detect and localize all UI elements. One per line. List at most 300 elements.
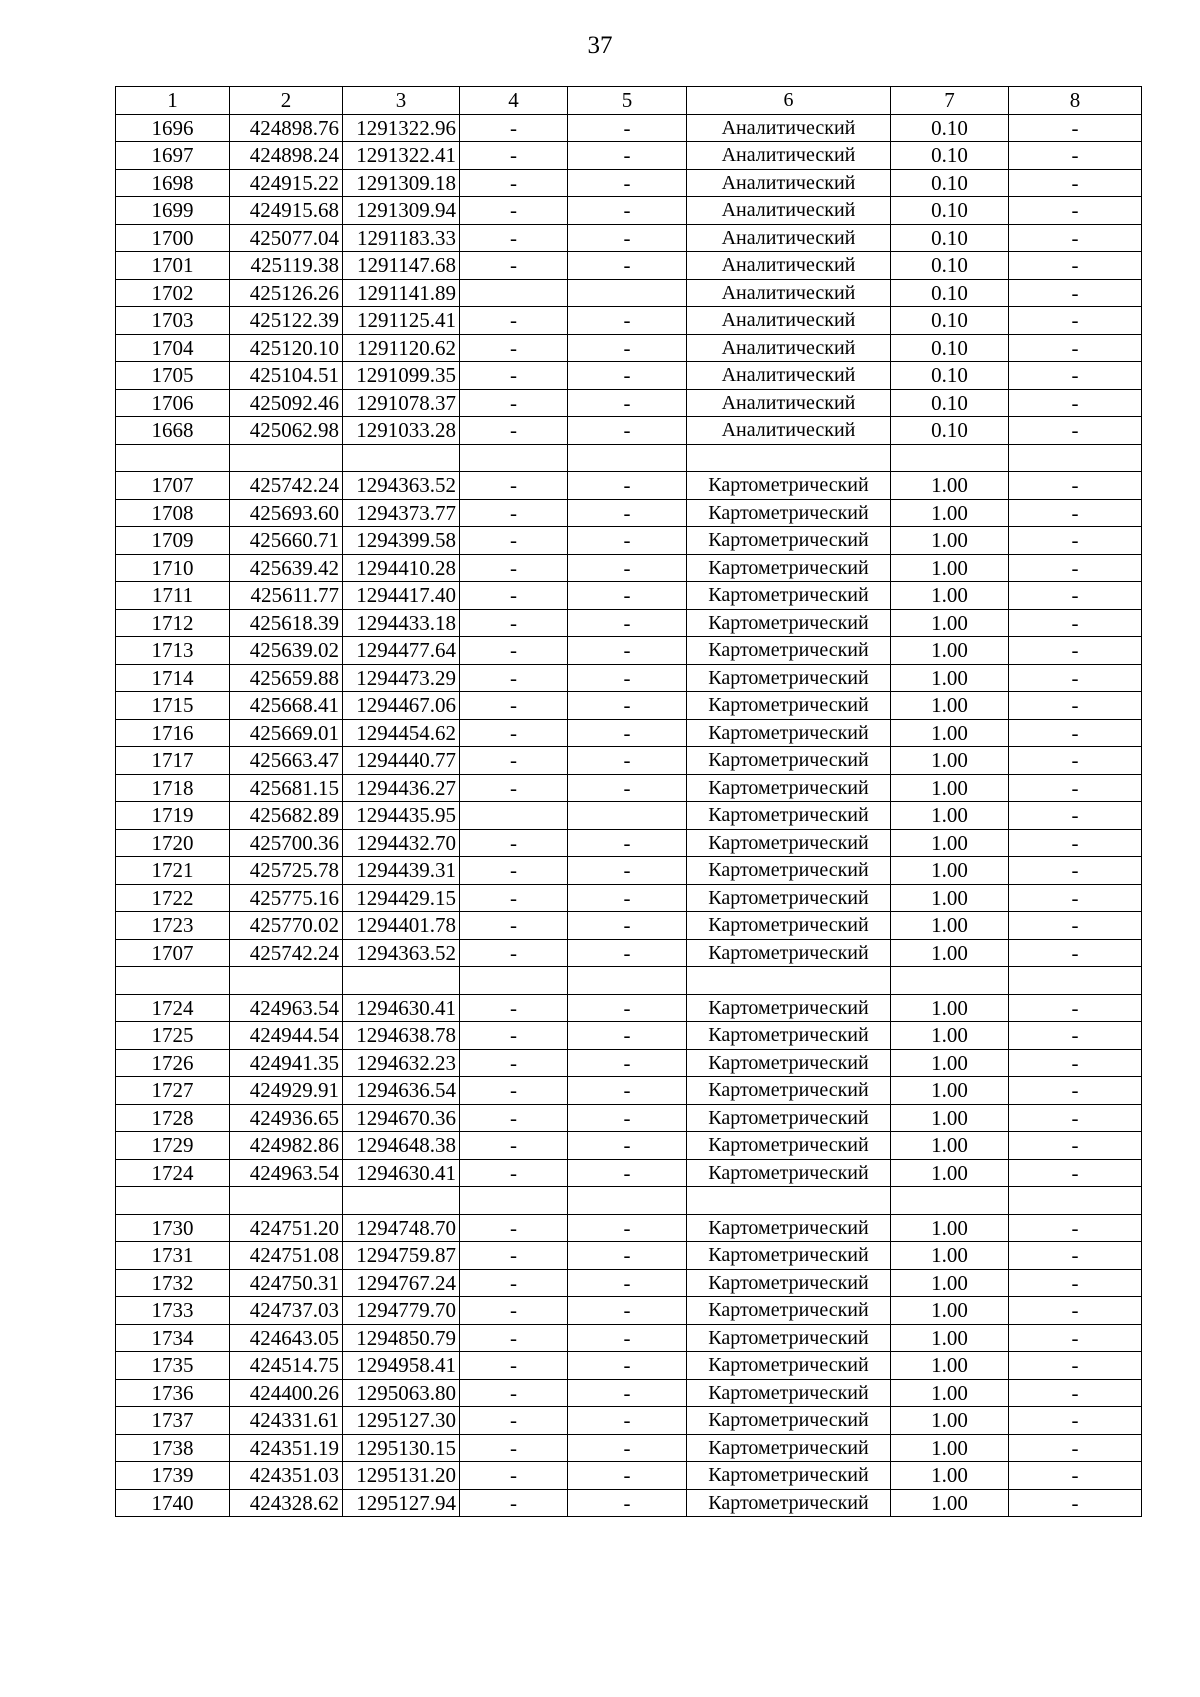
method-cell: Аналитический [687,169,891,197]
column-4-cell: - [460,774,568,802]
column-4-cell [460,802,568,830]
y-coordinate-cell: 1294417.40 [343,582,460,610]
column-4-cell: - [460,142,568,170]
column-8-cell: - [1009,389,1142,417]
table-row [116,747,1142,775]
accuracy-cell: 0.10 [891,169,1009,197]
accuracy-cell: 1.00 [891,1132,1009,1160]
point-number-cell [116,1187,230,1215]
method-cell: Картометрический [687,774,891,802]
x-coordinate-cell: 425693.60 [230,499,343,527]
point-number-cell: 1729 [116,1132,230,1160]
column-5-cell: - [568,334,687,362]
y-coordinate-cell: 1294632.23 [343,1049,460,1077]
column-4-cell: - [460,224,568,252]
x-coordinate-cell: 425770.02 [230,912,343,940]
column-header: 2 [230,87,343,115]
point-number-cell: 1727 [116,1077,230,1105]
column-4-cell: - [460,637,568,665]
column-8-cell: - [1009,884,1142,912]
y-coordinate-cell: 1294779.70 [343,1297,460,1325]
column-5-cell: - [568,857,687,885]
column-5-cell: - [568,1379,687,1407]
column-5-cell: - [568,1104,687,1132]
y-coordinate-cell [343,1187,460,1215]
column-5-cell: - [568,197,687,225]
method-cell: Картометрический [687,884,891,912]
column-4-cell: - [460,1132,568,1160]
column-8-cell: - [1009,994,1142,1022]
point-number-cell: 1706 [116,389,230,417]
accuracy-cell: 1.00 [891,939,1009,967]
accuracy-cell: 0.10 [891,334,1009,362]
column-4-cell: - [460,1214,568,1242]
column-8-cell: - [1009,637,1142,665]
table-row [116,1049,1142,1077]
column-5-cell [568,1187,687,1215]
column-5-cell: - [568,912,687,940]
accuracy-cell: 1.00 [891,857,1009,885]
method-cell: Картометрический [687,1297,891,1325]
column-5-cell: - [568,362,687,390]
y-coordinate-cell: 1295063.80 [343,1379,460,1407]
accuracy-cell: 1.00 [891,774,1009,802]
column-4-cell: - [460,1049,568,1077]
y-coordinate-cell: 1294429.15 [343,884,460,912]
column-4-cell: - [460,417,568,445]
point-number-cell: 1738 [116,1434,230,1462]
point-number-cell: 1717 [116,747,230,775]
method-cell: Аналитический [687,224,891,252]
y-coordinate-cell: 1294630.41 [343,994,460,1022]
table-row [116,1214,1142,1242]
x-coordinate-cell: 425639.42 [230,554,343,582]
method-cell: Картометрический [687,582,891,610]
table-row [116,334,1142,362]
column-5-cell: - [568,1462,687,1490]
column-5-cell [568,444,687,472]
y-coordinate-cell: 1291120.62 [343,334,460,362]
column-header: 4 [460,87,568,115]
method-cell: Картометрический [687,1434,891,1462]
method-cell: Картометрический [687,472,891,500]
x-coordinate-cell: 425682.89 [230,802,343,830]
table-row [116,1379,1142,1407]
accuracy-cell: 0.10 [891,417,1009,445]
table-row [116,1187,1142,1215]
table-row [116,939,1142,967]
column-8-cell: - [1009,1489,1142,1517]
y-coordinate-cell: 1294454.62 [343,719,460,747]
column-5-cell: - [568,307,687,335]
column-5-cell: - [568,499,687,527]
y-coordinate-cell: 1294440.77 [343,747,460,775]
table-row [116,527,1142,555]
point-number-cell: 1731 [116,1242,230,1270]
x-coordinate-cell: 424737.03 [230,1297,343,1325]
accuracy-cell: 0.10 [891,114,1009,142]
method-cell: Картометрический [687,802,891,830]
x-coordinate-cell: 424963.54 [230,994,343,1022]
column-8-cell: - [1009,1214,1142,1242]
point-number-cell: 1701 [116,252,230,280]
column-8-cell: - [1009,307,1142,335]
column-5-cell: - [568,829,687,857]
method-cell: Аналитический [687,362,891,390]
column-4-cell: - [460,912,568,940]
accuracy-cell: 1.00 [891,554,1009,582]
point-number-cell: 1704 [116,334,230,362]
column-4-cell: - [460,719,568,747]
method-cell: Картометрический [687,829,891,857]
x-coordinate-cell: 424351.03 [230,1462,343,1490]
column-5-cell: - [568,1324,687,1352]
column-5-cell [568,802,687,830]
x-coordinate-cell: 424915.22 [230,169,343,197]
x-coordinate-cell: 425120.10 [230,334,343,362]
point-number-cell: 1732 [116,1269,230,1297]
column-4-cell: - [460,1407,568,1435]
column-4-cell: - [460,169,568,197]
x-coordinate-cell: 424944.54 [230,1022,343,1050]
column-5-cell: - [568,417,687,445]
column-8-cell: - [1009,1269,1142,1297]
x-coordinate-cell: 425663.47 [230,747,343,775]
column-5-cell: - [568,224,687,252]
y-coordinate-cell: 1294630.41 [343,1159,460,1187]
x-coordinate-cell: 424514.75 [230,1352,343,1380]
method-cell: Картометрический [687,857,891,885]
point-number-cell: 1725 [116,1022,230,1050]
y-coordinate-cell: 1294648.38 [343,1132,460,1160]
column-4-cell: - [460,1462,568,1490]
accuracy-cell: 1.00 [891,994,1009,1022]
y-coordinate-cell: 1291099.35 [343,362,460,390]
column-8-cell: - [1009,279,1142,307]
method-cell: Картометрический [687,1379,891,1407]
method-cell: Картометрический [687,1489,891,1517]
accuracy-cell: 0.10 [891,279,1009,307]
column-8-cell: - [1009,719,1142,747]
method-cell: Картометрический [687,1462,891,1490]
y-coordinate-cell: 1294436.27 [343,774,460,802]
page-number: 37 [587,32,613,59]
column-8-cell: - [1009,472,1142,500]
point-number-cell: 1735 [116,1352,230,1380]
y-coordinate-cell: 1291078.37 [343,389,460,417]
column-4-cell: - [460,1379,568,1407]
method-cell: Аналитический [687,279,891,307]
column-8-cell: - [1009,1159,1142,1187]
table-row [116,472,1142,500]
x-coordinate-cell: 425119.38 [230,252,343,280]
x-coordinate-cell: 425062.98 [230,417,343,445]
x-coordinate-cell: 424982.86 [230,1132,343,1160]
method-cell [687,444,891,472]
column-8-cell: - [1009,197,1142,225]
y-coordinate-cell: 1295131.20 [343,1462,460,1490]
table-row [116,114,1142,142]
column-5-cell [568,279,687,307]
x-coordinate-cell: 424915.68 [230,197,343,225]
column-5-cell: - [568,1407,687,1435]
point-number-cell: 1714 [116,664,230,692]
x-coordinate-cell: 425742.24 [230,472,343,500]
method-cell: Картометрический [687,939,891,967]
column-5-cell: - [568,637,687,665]
column-5-cell: - [568,554,687,582]
y-coordinate-cell: 1294410.28 [343,554,460,582]
column-8-cell: - [1009,1352,1142,1380]
column-4-cell: - [460,114,568,142]
x-coordinate-cell: 425092.46 [230,389,343,417]
point-number-cell: 1703 [116,307,230,335]
x-coordinate-cell: 425611.77 [230,582,343,610]
accuracy-cell: 1.00 [891,1159,1009,1187]
column-5-cell: - [568,472,687,500]
y-coordinate-cell: 1291147.68 [343,252,460,280]
table-row [116,197,1142,225]
column-8-cell: - [1009,362,1142,390]
column-5-cell: - [568,389,687,417]
table-row [116,252,1142,280]
y-coordinate-cell: 1294373.77 [343,499,460,527]
point-number-cell: 1708 [116,499,230,527]
x-coordinate-cell: 424963.54 [230,1159,343,1187]
point-number-cell: 1711 [116,582,230,610]
x-coordinate-cell: 424898.24 [230,142,343,170]
y-coordinate-cell: 1294439.31 [343,857,460,885]
accuracy-cell: 0.10 [891,142,1009,170]
column-8-cell: - [1009,664,1142,692]
column-8-cell: - [1009,1049,1142,1077]
x-coordinate-cell: 425659.88 [230,664,343,692]
column-5-cell: - [568,719,687,747]
x-coordinate-cell: 424331.61 [230,1407,343,1435]
column-5-cell: - [568,114,687,142]
column-5-cell: - [568,1242,687,1270]
accuracy-cell: 1.00 [891,1407,1009,1435]
y-coordinate-cell: 1294401.78 [343,912,460,940]
point-number-cell: 1700 [116,224,230,252]
y-coordinate-cell: 1294850.79 [343,1324,460,1352]
column-8-cell: - [1009,939,1142,967]
column-8-cell: - [1009,1407,1142,1435]
accuracy-cell: 1.00 [891,609,1009,637]
column-4-cell: - [460,499,568,527]
column-8-cell: - [1009,692,1142,720]
accuracy-cell: 1.00 [891,527,1009,555]
column-8-cell: - [1009,1022,1142,1050]
column-4-cell: - [460,362,568,390]
point-number-cell: 1721 [116,857,230,885]
column-header: 3 [343,87,460,115]
accuracy-cell: 1.00 [891,692,1009,720]
method-cell: Аналитический [687,334,891,362]
column-8-cell [1009,444,1142,472]
accuracy-cell: 1.00 [891,1462,1009,1490]
column-5-cell [568,967,687,995]
accuracy-cell: 0.10 [891,224,1009,252]
method-cell: Картометрический [687,719,891,747]
table-row [116,1434,1142,1462]
table-row [116,609,1142,637]
column-5-cell: - [568,664,687,692]
x-coordinate-cell: 425122.39 [230,307,343,335]
x-coordinate-cell: 425126.26 [230,279,343,307]
column-8-cell: - [1009,1242,1142,1270]
method-cell: Картометрический [687,1269,891,1297]
point-number-cell: 1723 [116,912,230,940]
table-row [116,307,1142,335]
accuracy-cell [891,444,1009,472]
coordinates-table [115,86,1142,1517]
table-row [116,169,1142,197]
column-4-cell: - [460,1269,568,1297]
point-number-cell: 1736 [116,1379,230,1407]
table-row [116,1242,1142,1270]
x-coordinate-cell: 424643.05 [230,1324,343,1352]
point-number-cell: 1739 [116,1462,230,1490]
x-coordinate-cell: 425104.51 [230,362,343,390]
table-row [116,1489,1142,1517]
method-cell: Аналитический [687,252,891,280]
y-coordinate-cell [343,444,460,472]
table-row [116,994,1142,1022]
accuracy-cell [891,967,1009,995]
y-coordinate-cell: 1291309.18 [343,169,460,197]
column-5-cell: - [568,884,687,912]
column-4-cell: - [460,334,568,362]
x-coordinate-cell: 424936.65 [230,1104,343,1132]
y-coordinate-cell: 1291125.41 [343,307,460,335]
column-4-cell: - [460,1434,568,1462]
y-coordinate-cell: 1294433.18 [343,609,460,637]
y-coordinate-cell: 1294636.54 [343,1077,460,1105]
point-number-cell: 1712 [116,609,230,637]
accuracy-cell: 0.10 [891,307,1009,335]
accuracy-cell [891,1187,1009,1215]
x-coordinate-cell: 424400.26 [230,1379,343,1407]
method-cell [687,967,891,995]
table-header-row [116,87,1142,115]
y-coordinate-cell: 1291309.94 [343,197,460,225]
column-5-cell: - [568,774,687,802]
x-coordinate-cell: 424898.76 [230,114,343,142]
column-5-cell: - [568,1434,687,1462]
accuracy-cell: 1.00 [891,1434,1009,1462]
column-8-cell: - [1009,224,1142,252]
table-row [116,664,1142,692]
point-number-cell: 1734 [116,1324,230,1352]
table-row [116,1462,1142,1490]
y-coordinate-cell: 1294477.64 [343,637,460,665]
x-coordinate-cell: 424351.19 [230,1434,343,1462]
x-coordinate-cell: 425669.01 [230,719,343,747]
column-4-cell: - [460,389,568,417]
point-number-cell: 1730 [116,1214,230,1242]
y-coordinate-cell: 1294399.58 [343,527,460,555]
y-coordinate-cell: 1294670.36 [343,1104,460,1132]
point-number-cell: 1718 [116,774,230,802]
method-cell: Аналитический [687,417,891,445]
column-8-cell: - [1009,1132,1142,1160]
accuracy-cell: 1.00 [891,912,1009,940]
column-8-cell: - [1009,857,1142,885]
accuracy-cell: 1.00 [891,747,1009,775]
column-8-cell: - [1009,499,1142,527]
column-5-cell: - [568,939,687,967]
column-8-cell: - [1009,829,1142,857]
table-row [116,967,1142,995]
accuracy-cell: 1.00 [891,664,1009,692]
column-5-cell: - [568,1352,687,1380]
table-row [116,802,1142,830]
method-cell: Картометрический [687,1049,891,1077]
x-coordinate-cell: 425700.36 [230,829,343,857]
column-4-cell: - [460,994,568,1022]
point-number-cell: 1698 [116,169,230,197]
accuracy-cell: 1.00 [891,884,1009,912]
method-cell: Картометрический [687,499,891,527]
method-cell: Аналитический [687,142,891,170]
accuracy-cell: 1.00 [891,1379,1009,1407]
column-header: 6 [687,87,891,115]
table-row [116,389,1142,417]
accuracy-cell: 1.00 [891,1489,1009,1517]
column-8-cell: - [1009,1379,1142,1407]
x-coordinate-cell: 424751.20 [230,1214,343,1242]
x-coordinate-cell [230,1187,343,1215]
column-8-cell [1009,967,1142,995]
method-cell: Картометрический [687,912,891,940]
table-row [116,829,1142,857]
column-4-cell: - [460,582,568,610]
x-coordinate-cell [230,967,343,995]
table-row [116,857,1142,885]
table-row [116,444,1142,472]
point-number-cell: 1716 [116,719,230,747]
column-8-cell: - [1009,169,1142,197]
y-coordinate-cell: 1291141.89 [343,279,460,307]
point-number-cell: 1705 [116,362,230,390]
y-coordinate-cell: 1294748.70 [343,1214,460,1242]
column-4-cell: - [460,1022,568,1050]
method-cell: Картометрический [687,1324,891,1352]
column-5-cell: - [568,1049,687,1077]
column-8-cell: - [1009,774,1142,802]
x-coordinate-cell [230,444,343,472]
column-5-cell: - [568,1022,687,1050]
column-4-cell: - [460,664,568,692]
method-cell: Картометрический [687,1242,891,1270]
column-5-cell: - [568,609,687,637]
column-4-cell: - [460,884,568,912]
table-row [116,417,1142,445]
accuracy-cell: 1.00 [891,499,1009,527]
y-coordinate-cell: 1294958.41 [343,1352,460,1380]
y-coordinate-cell: 1294767.24 [343,1269,460,1297]
table-row [116,1269,1142,1297]
method-cell: Аналитический [687,114,891,142]
x-coordinate-cell: 425725.78 [230,857,343,885]
point-number-cell: 1668 [116,417,230,445]
column-4-cell: - [460,472,568,500]
accuracy-cell: 1.00 [891,1049,1009,1077]
table-body [116,114,1142,1517]
y-coordinate-cell: 1291183.33 [343,224,460,252]
point-number-cell: 1715 [116,692,230,720]
